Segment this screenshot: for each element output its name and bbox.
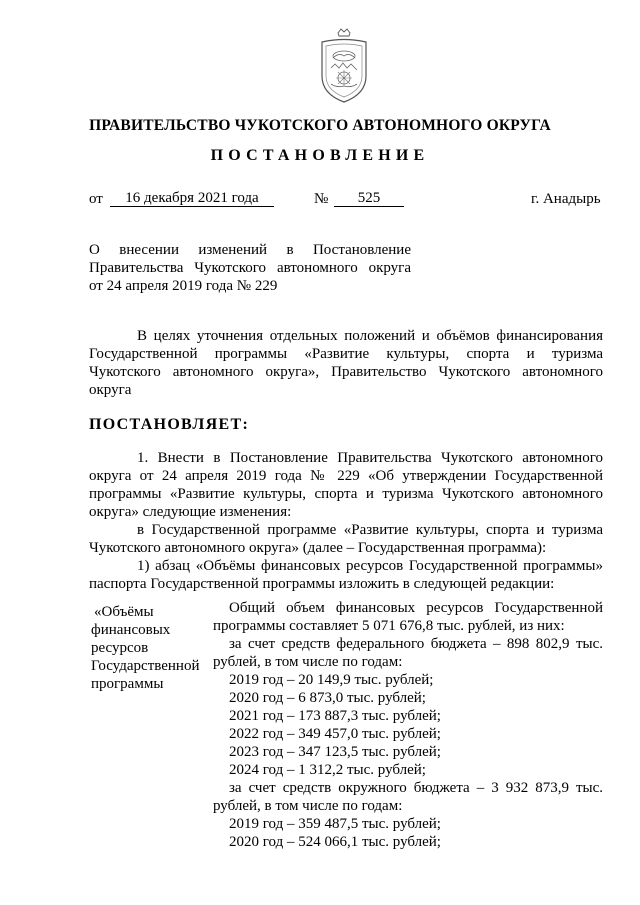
content-line: рублей, в том числе по годам: — [213, 798, 403, 814]
table-right-content — [213, 599, 603, 851]
content-line: 2019 год – 20 149,9 тыс. рублей; — [229, 672, 434, 688]
document-type-title: ПОСТАНОВЛЕНИЕ — [210, 147, 430, 164]
content-line: рублей, в том числе по годам: — [213, 654, 403, 670]
document-city: г. Анадырь — [531, 191, 601, 207]
preamble-line: В целях уточнения отдельных положений и объёмов финансирования — [137, 328, 603, 344]
label-line: «Объёмы — [94, 604, 154, 620]
body-line: округа» следующие изменения: — [89, 504, 292, 520]
content-line: 2024 год – 1 312,2 тыс. рублей; — [229, 762, 426, 778]
label-line: программы — [91, 676, 164, 692]
label-line: ресурсов — [91, 640, 149, 656]
body-block — [89, 449, 603, 593]
body-line: 1) абзац «Объёмы финансовых ресурсов Государственной программы» — [137, 558, 603, 574]
content-line: за счет средств федерального бюджета – 898 802,9 тыс. — [229, 636, 603, 652]
subject-block — [89, 241, 411, 295]
content-line: 2023 год – 347 123,5 тыс. рублей; — [229, 744, 441, 760]
content-line: программы составляет 5 071 676,8 тыс. рублей, из них: — [213, 618, 565, 634]
preamble-block — [89, 327, 603, 399]
body-line: программы «Развитие культуры, спорта и туризма Чукотского автономного — [89, 486, 603, 502]
content-line: 2019 год – 359 487,5 тыс. рублей; — [229, 816, 441, 832]
content-line: 2021 год – 173 887,3 тыс. рублей; — [229, 708, 441, 724]
preamble-line: Государственной программы «Развитие культуры, спорта и туризма — [89, 346, 603, 362]
body-line: паспорта Государственной программы изложить в следующей редакции: — [89, 576, 555, 592]
content-line: Общий объем финансовых ресурсов Государственной — [229, 600, 603, 616]
table-left-label — [91, 603, 211, 693]
preamble-line: округа — [89, 382, 132, 398]
coat-of-arms-emblem — [309, 28, 379, 108]
subject-line: О внесении изменений в Постановление — [89, 242, 411, 258]
date-prefix: от — [89, 191, 103, 207]
body-line: 1. Внести в Постановление Правительства Чукотского автономного — [137, 450, 603, 466]
body-line: в Государственной программе «Развитие культуры, спорта и туризма — [137, 522, 603, 538]
document-date: 16 декабря 2021 года — [110, 190, 274, 207]
number-sign: № — [314, 191, 329, 207]
subject-line: от 24 апреля 2019 года № 229 — [89, 278, 278, 294]
body-line: округа от 24 апреля 2019 года № 229 «Об утверждении Государственной — [89, 468, 603, 484]
content-line: за счет средств окружного бюджета – 3 932 873,9 тыс. — [229, 780, 603, 796]
subject-line: Правительства Чукотского автономного округа — [89, 260, 411, 276]
body-line: Чукотского автономного округа» (далее – Государственная программа): — [89, 540, 547, 556]
content-line: 2022 год – 349 457,0 тыс. рублей; — [229, 726, 441, 742]
document-number: 525 — [334, 190, 404, 207]
content-line: 2020 год – 6 873,0 тыс. рублей; — [229, 690, 426, 706]
preamble-line: Чукотского автономного округа», Правительство Чукотского автономного — [89, 364, 603, 380]
resolves-heading: ПОСТАНОВЛЯЕТ: — [89, 416, 250, 433]
government-title: ПРАВИТЕЛЬСТВО ЧУКОТСКОГО АВТОНОМНОГО ОКРУГА — [89, 117, 551, 134]
label-line: Государственной — [91, 658, 200, 674]
label-line: финансовых — [91, 622, 171, 638]
content-line: 2020 год – 524 066,1 тыс. рублей; — [229, 834, 441, 850]
